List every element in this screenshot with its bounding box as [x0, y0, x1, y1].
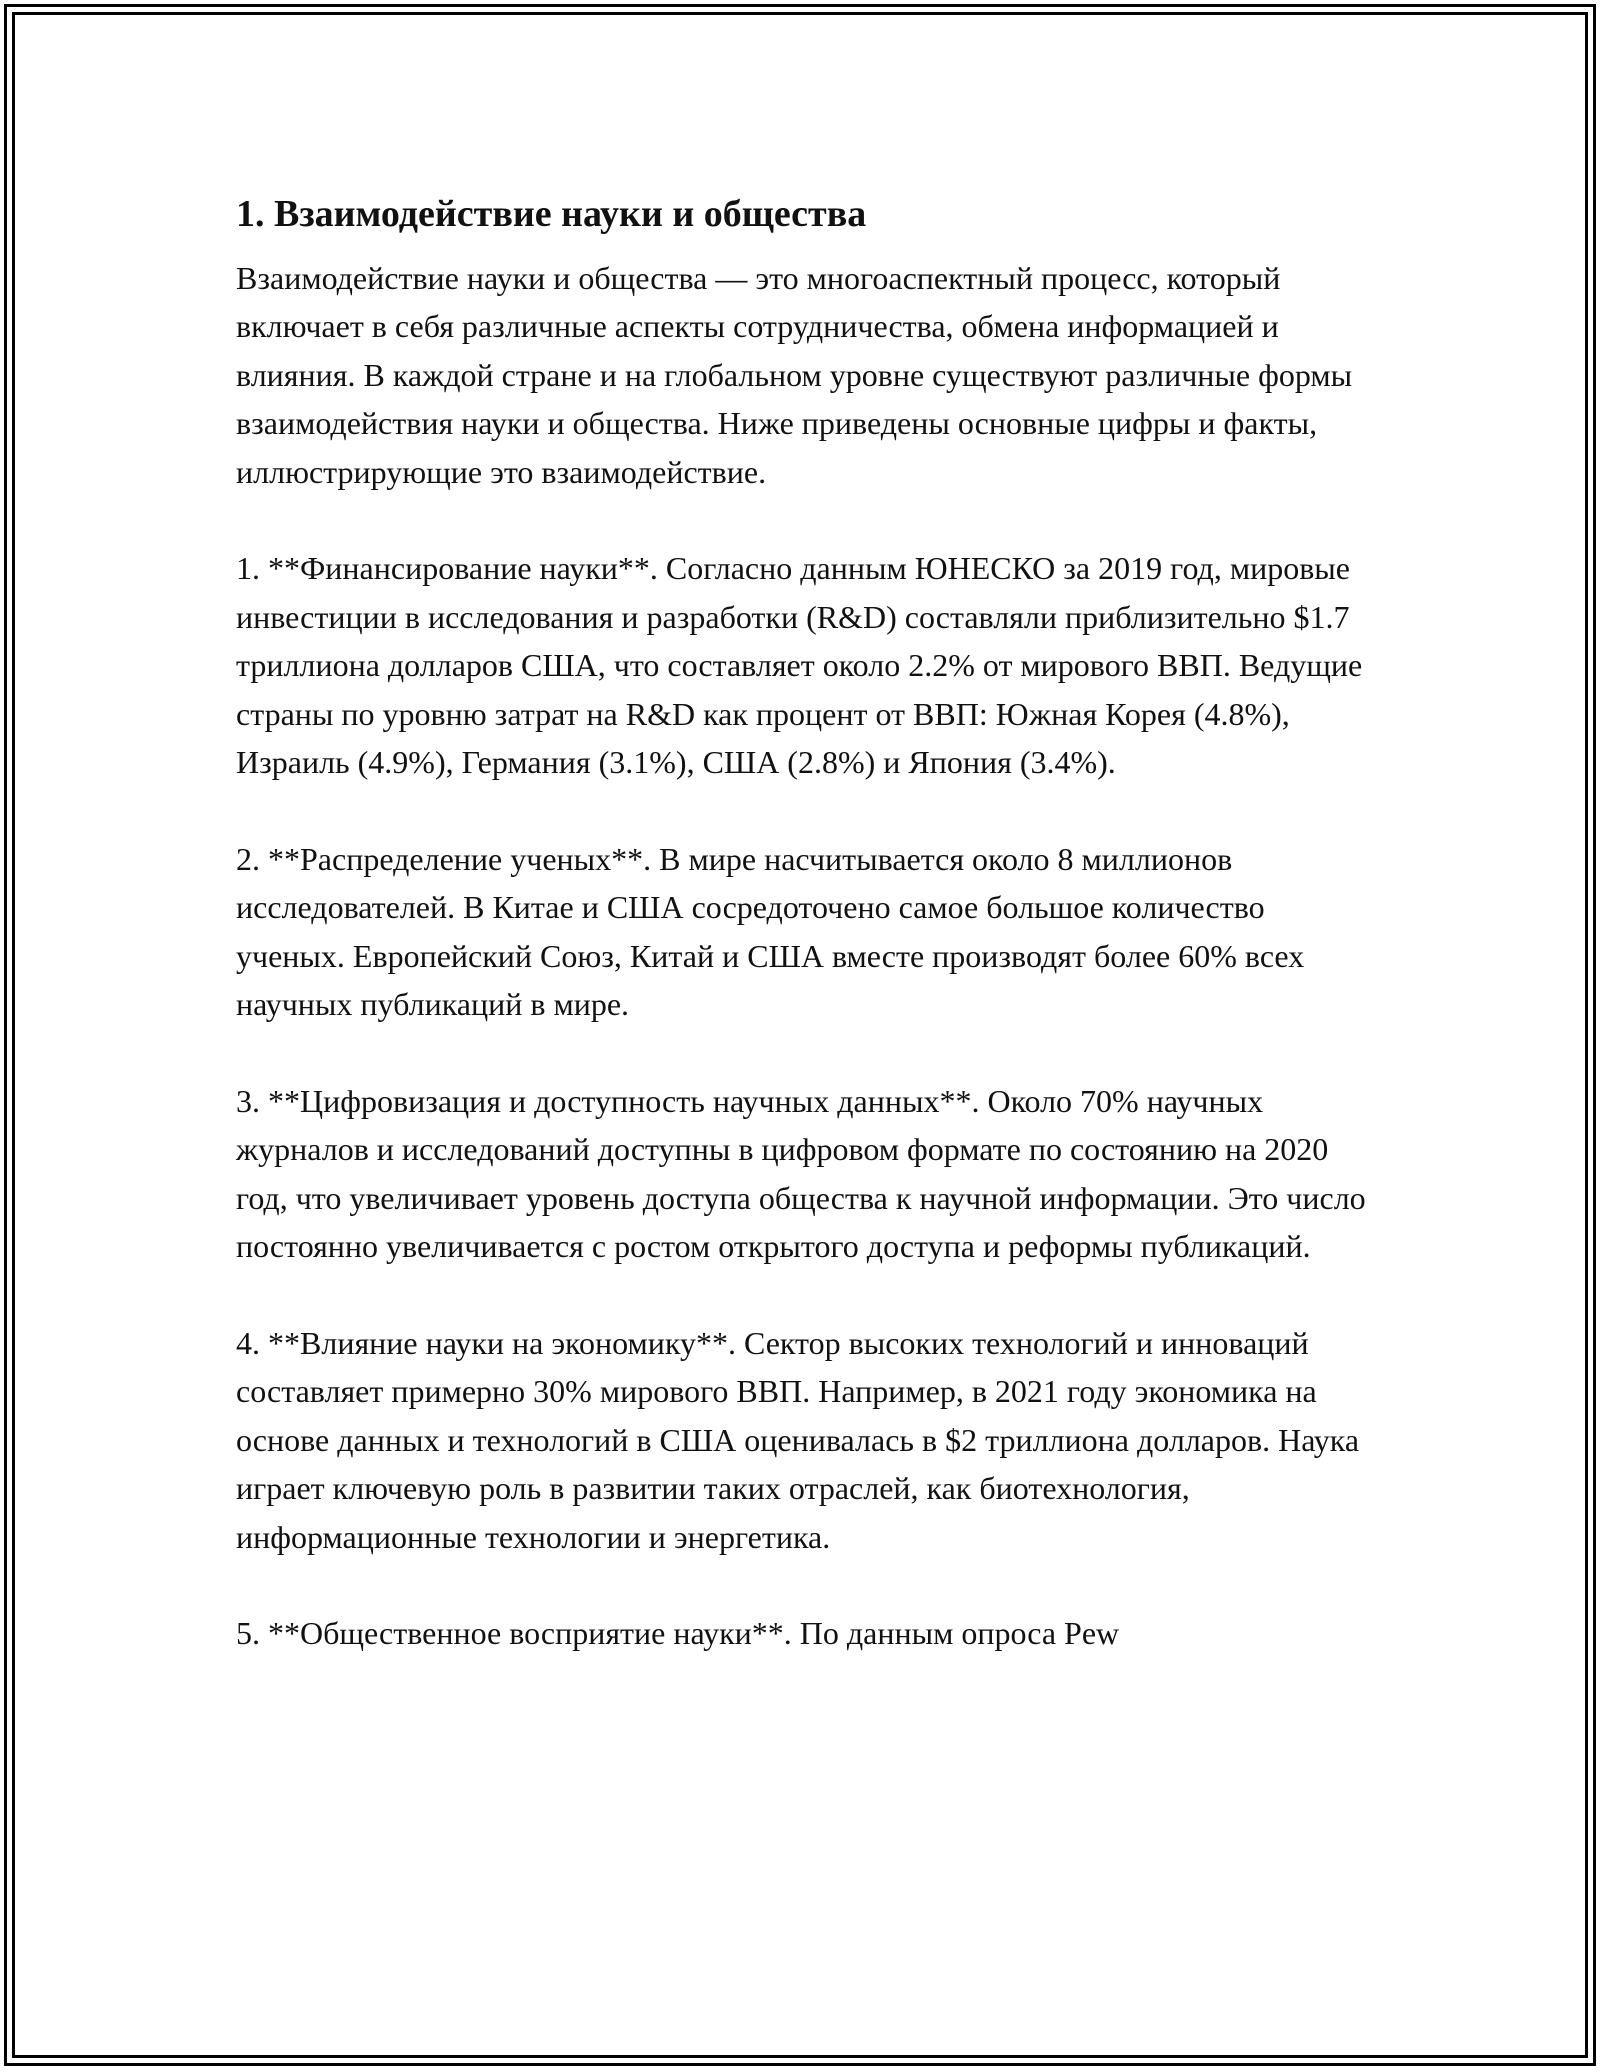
- list-item-economy: 4. **Влияние науки на экономику**. Сектор высоких технологий и инноваций составляет примерно 30% мирового ВВП. Например, в 2021 году экономика на основе данных и технологий в США оценивалась в $2 триллиона долларов. Наука играет ключевую роль в развитии таких отраслей, как биотехнология, информационные технологии и энергетика.: [236, 1324, 1360, 1555]
- section-title: 1. Взаимодействие науки и общества: [236, 193, 867, 235]
- list-item-digitalization: 3. **Цифровизация и доступность научных данных**. Около 70% научных журналов и исследований доступны в цифровом формате по состоянию на 2020 год, что увеличивает уровень доступа общества к научной информации. Это число постоянно увеличивается с ростом открытого доступа и реформы публикаций.: [236, 1082, 1366, 1265]
- intro-paragraph: Взаимодействие науки и общества — это многоаспектный процесс, который включает в себя различные аспекты сотрудничества, обмена информацией и влияния. В каждой стране и на глобальном уровне существуют различные формы взаимодействия науки и общества. Ниже приведены основные цифры и факты, иллюстрирующие это взаимодействие.: [236, 260, 1353, 490]
- list-item-scientists: 2. **Распределение ученых**. В мире насчитывается около 8 миллионов исследователей. В Китае и США сосредоточено самое большое количество ученых. Европейский Союз, Китай и США вместе производят более 60% всех научных публикаций в мире.: [236, 840, 1305, 1023]
- document-page: [236, 186, 1376, 1658]
- list-item-funding: 1. **Финансирование науки**. Согласно данным ЮНЕСКО за 2019 год, мировые инвестиции в исследования и разработки (R&D) составляли приблизительно $1.7 триллиона долларов США, что составляет около 2.2% от мирового ВВП. Ведущие страны по уровню затрат на R&D как процент от ВВП: Южная Корея (4.8%), Израиль (4.9%), Германия (3.1%), США (2.8%) и Япония (3.4%).: [236, 550, 1363, 781]
- list-item-perception: 5. **Общественное восприятие науки**. По данным опроса Pew: [236, 1615, 1120, 1652]
